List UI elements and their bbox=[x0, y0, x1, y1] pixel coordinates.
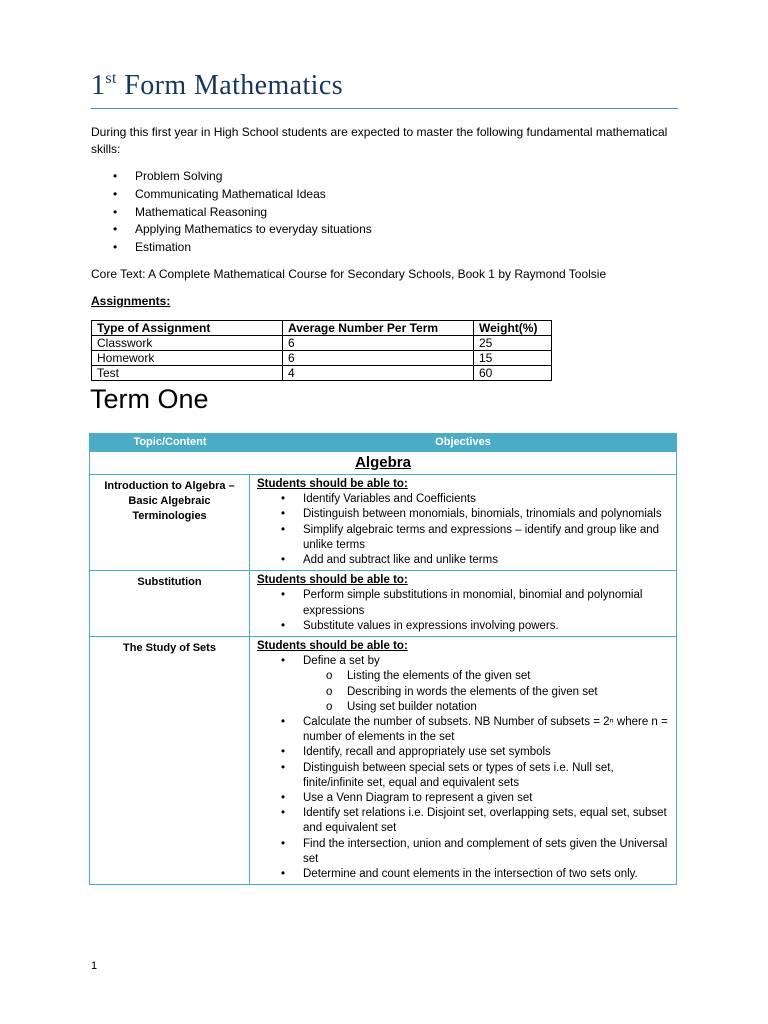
table-cell: 6 bbox=[283, 351, 474, 366]
skill-item: • Applying Mathematics to everyday situations bbox=[91, 221, 372, 239]
hollow-bullet-icon: o bbox=[326, 670, 333, 683]
table-cell: 4 bbox=[283, 366, 474, 381]
objectives-column-header: Objectives bbox=[435, 436, 491, 448]
objectives-cell bbox=[250, 475, 676, 570]
list-item: • Identify, recall and appropriately use set symbols bbox=[257, 745, 670, 760]
bullet-icon: • bbox=[113, 169, 118, 183]
list-item: • Distinguish between monomials, binomials, trinomials and polynomials bbox=[257, 507, 670, 522]
list-item: • Distinguish between special sets or types of sets i.e. Null set, finite/infinite set, equal and equivalent sets bbox=[281, 761, 614, 789]
objectives-lead: Students should be able to: bbox=[257, 478, 408, 490]
section-band-algebra: Algebra bbox=[90, 451, 676, 474]
assignments-heading: Assignments: bbox=[91, 294, 171, 308]
list-item: • Use a Venn Diagram to represent a given set bbox=[257, 791, 670, 806]
skills-list bbox=[91, 168, 372, 257]
bullet-icon: • bbox=[281, 523, 286, 536]
title-underline bbox=[91, 108, 678, 109]
objectives-lead: Students should be able to: bbox=[257, 640, 408, 653]
bullet-icon: • bbox=[281, 716, 286, 729]
list-item: • Substitute values in expressions involving powers. bbox=[257, 619, 670, 634]
list-item: • Identify Variables and Coefficients bbox=[257, 492, 670, 507]
table-cell: 6 bbox=[283, 336, 474, 351]
objectives-cell bbox=[250, 637, 676, 884]
table-row bbox=[90, 636, 676, 884]
column-header: Average Number Per Term bbox=[283, 321, 474, 336]
intro-paragraph: During this first year in High School students are expected to master the following fundamental mathematical skills: bbox=[91, 125, 668, 156]
table-cell: Classwork bbox=[92, 336, 283, 351]
sub-list-item: o Using set builder notation bbox=[303, 700, 670, 715]
bullet-icon: • bbox=[281, 655, 286, 668]
table-cell: Test bbox=[92, 366, 283, 381]
list-item: • Define a set by o Listing the elements of the given set o Describing in words the elements of the given set o Using set builder notation bbox=[257, 654, 670, 715]
column-header: Type of Assignment bbox=[92, 321, 283, 336]
topic-cell: Substitution bbox=[90, 571, 250, 636]
objectives-table bbox=[89, 433, 677, 885]
topic-cell: Introduction to Algebra – Basic Algebraic Terminologies bbox=[90, 475, 250, 570]
bullet-icon: • bbox=[113, 186, 118, 201]
bullet-icon: • bbox=[113, 240, 118, 255]
page-title: 1st Form Mathematics bbox=[91, 70, 343, 101]
core-text: Core Text: A Complete Mathematical Course for Secondary Schools, Book 1 by Raymond Toolsie bbox=[91, 267, 607, 281]
objectives-cell bbox=[250, 571, 676, 636]
hollow-bullet-icon: o bbox=[326, 700, 333, 713]
table-row bbox=[90, 474, 676, 570]
bullet-icon: • bbox=[113, 222, 118, 237]
page-number: 1 bbox=[91, 960, 98, 972]
table-row bbox=[90, 570, 676, 636]
table-cell: 25 bbox=[474, 336, 552, 351]
bullet-icon: • bbox=[281, 508, 286, 521]
sub-list-item: o Describing in words the elements of the given set bbox=[303, 685, 670, 700]
objectives-list bbox=[257, 654, 670, 882]
list-item: • Perform simple substitutions in monomial, binomial and polynomial expressions bbox=[281, 589, 643, 617]
skill-item: • Communicating Mathematical Ideas bbox=[91, 186, 372, 204]
list-item: • Determine and count elements in the intersection of two sets only. bbox=[257, 867, 670, 882]
sub-list bbox=[303, 669, 670, 715]
bullet-icon: • bbox=[281, 761, 286, 774]
list-item: • Simplify algebraic terms and expressions – identify and group like and unlike terms bbox=[281, 523, 660, 551]
table-header-row bbox=[92, 321, 552, 336]
bullet-icon: • bbox=[281, 792, 286, 805]
bullet-icon: • bbox=[281, 837, 286, 850]
bullet-icon: • bbox=[281, 493, 286, 506]
term-heading: Term One bbox=[90, 384, 209, 414]
bullet-icon: • bbox=[281, 868, 286, 881]
column-header: Weight(%) bbox=[474, 321, 552, 336]
skill-item: • Problem Solving bbox=[91, 168, 372, 186]
table-row bbox=[92, 336, 552, 351]
table-row bbox=[92, 366, 552, 381]
objectives-list bbox=[257, 588, 670, 634]
sub-list-item: o Listing the elements of the given set bbox=[303, 669, 670, 684]
bullet-icon: • bbox=[281, 619, 286, 632]
topic-column-header: Topic/Content bbox=[133, 436, 207, 448]
hollow-bullet-icon: o bbox=[326, 685, 333, 698]
skill-item: • Mathematical Reasoning bbox=[91, 204, 372, 222]
table-cell: 15 bbox=[474, 351, 552, 366]
objectives-list bbox=[257, 492, 670, 568]
list-item: • Find the intersection, union and complement of sets given the Universal set bbox=[281, 837, 668, 865]
objectives-lead: Students should be able to: bbox=[257, 574, 408, 587]
table-cell: 60 bbox=[474, 366, 552, 381]
topic-cell: The Study of Sets bbox=[90, 637, 250, 884]
list-item: • Calculate the number of subsets. NB Number of subsets = 2ⁿ where n = number of elements in the set bbox=[281, 716, 668, 744]
bullet-icon: • bbox=[113, 204, 118, 219]
bullet-icon: • bbox=[281, 746, 286, 759]
bullet-icon: • bbox=[281, 807, 286, 820]
bullet-icon: • bbox=[281, 554, 286, 567]
assignments-table bbox=[91, 320, 552, 381]
table-row bbox=[92, 351, 552, 366]
skill-item: • Estimation bbox=[91, 239, 372, 257]
objectives-header-row bbox=[90, 434, 676, 451]
list-item: • Identify set relations i.e. Disjoint set, overlapping sets, equal set, subset and equivalent set bbox=[281, 807, 667, 835]
bullet-icon: • bbox=[281, 589, 286, 602]
list-item: • Add and subtract like and unlike terms bbox=[257, 553, 670, 568]
table-cell: Homework bbox=[92, 351, 283, 366]
